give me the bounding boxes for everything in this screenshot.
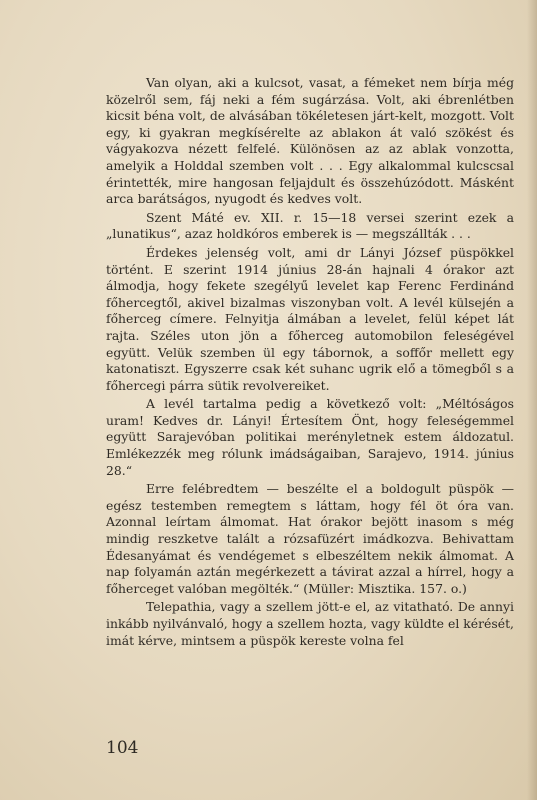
paragraph: Szent Máté ev. XII. r. 15—18 versei szerint ezek a „lunatikus“, azaz holdkóros emberek is — megszállták . . . [106, 209, 514, 242]
paragraph: A levél tartalma pedig a következő volt: „Méltóságos uram! Kedves dr. Lányi! Értesítem Önt, hogy feleségemmel együtt Sarajevóban politikai merényletnek estem áldozatul. Emlékezzék meg rólunk imádságaiban, Sarajevo, 1914. június 28.“ [106, 396, 514, 478]
page-edge-shadow [527, 0, 537, 800]
paragraph: Érdekes jelenség volt, ami dr Lányi József püspökkel történt. E szerint 1914 június 28-án hajnali 4 órakor azt álmodja, hogy fekete szegélyű levelet kap Ferenc Ferdinánd főhercegtől, akivel bizalmas viszonyban volt. A levél külsején a főherceg címere. Felnyitja álmában a levelet, felül képet lát rajta. Széles uton jön a főherceg automobilon feleségével együtt. Velük szemben ül egy tábornok, a soffőr mellett egy katonatiszt. Egyszerre csak két suhanc ugrik elő a tömegből s a főhercegi párra sütik revolvereiket. [106, 244, 514, 393]
paragraph: Erre felébredtem — beszélte el a boldogult püspök — egész testemben remegtem s láttam, hogy fél öt óra van. Azonnal leírtam álmomat. Hat órakor bejött inasom s még mindig reszketve talált a rózsafüzért imádkozva. Behivattam Édesanyámat és vendégemet s elbeszéltem nekik álmomat. A nap folyamán aztán megérkezett a távirat azzal a hírrel, hogy a főherceget valóban megölték.“ (Müller: Misztika. 157. o.) [106, 481, 514, 596]
paragraph: Van olyan, aki a kulcsot, vasat, a fémeket nem bírja még közelről sem, fáj neki a fém sugárzása. Volt, aki ébrenlétben kicsit béna volt, de alvásában tökéletesen járt-kelt, mozgott. Volt egy, ki gyakran megkísérelte az ablakon át való szökést és vágyakozva nézett felfelé. Különösen az az ablak vonzotta, amelyik a Holddal szemben volt . . . Egy alkalommal kulcscsal érintették, mire hangosan feljajdult és összehúzódott. Másként arca barátságos, nyugodt és kedves volt. [106, 75, 514, 207]
page-body [106, 75, 514, 649]
paragraph: Telepathia, vagy a szellem jött-e el, az vitatható. De annyi inkább nyilvánvaló, hogy a szellem hozta, vagy küldte el kérését, imát kérve, mintsem a püspök kereste volna fel [106, 599, 514, 648]
page-number: 104 [106, 738, 139, 758]
